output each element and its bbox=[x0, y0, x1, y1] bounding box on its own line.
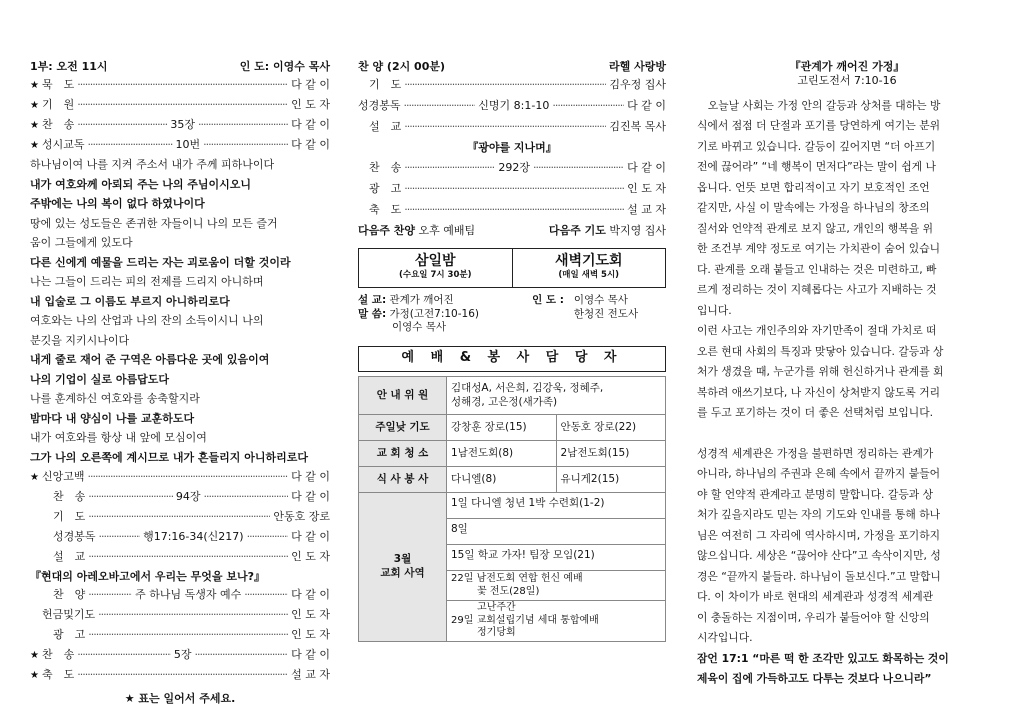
service-header bbox=[30, 60, 330, 78]
order-item-name: 찬 송 bbox=[358, 161, 402, 174]
order-item-name: 찬 송 bbox=[42, 490, 86, 503]
dot-leader bbox=[88, 138, 173, 152]
star-icon: ★ bbox=[30, 80, 39, 91]
order-item-detail: 10번 bbox=[175, 138, 201, 151]
text-line: 전에 끊어라” “네 행복이 먼저다”라는 말이 쉽게 나 bbox=[697, 160, 936, 174]
text-line: 나는 그들이 드리는 피의 전제를 드리지 아니하며 bbox=[30, 275, 264, 288]
order-row bbox=[30, 608, 330, 628]
wednesday-time: (수요일 7시 30분) bbox=[399, 270, 472, 281]
order-item-name: 설 교 bbox=[358, 120, 402, 133]
order-row bbox=[358, 161, 666, 182]
text-line: 내 입술로 그 이름도 부르지 아니하리로다 bbox=[30, 294, 230, 308]
dot-leader bbox=[204, 490, 289, 504]
order-item-name: 설 교 bbox=[42, 550, 86, 563]
dot-leader bbox=[198, 118, 288, 132]
text-line: 한 조건부 계약 정도로 여기는 가치관이 숨어 있습니 bbox=[697, 242, 941, 256]
order-item-person: 김우정 집사 bbox=[609, 78, 666, 91]
order-item-person: 다 같 이 bbox=[627, 161, 666, 174]
text-line: 움이 그들에게 있도다 bbox=[30, 236, 133, 249]
dawn-box bbox=[512, 249, 666, 287]
dot-leader bbox=[88, 490, 173, 504]
text-line: 분깃을 지키시나이다 bbox=[30, 333, 130, 347]
order-row bbox=[30, 530, 330, 550]
wednesday-service bbox=[358, 294, 666, 342]
order-row bbox=[30, 138, 330, 158]
dot-leader bbox=[88, 470, 289, 484]
next-praise-value: 오후 예배팀 bbox=[418, 224, 476, 237]
march-item: 15일 학교 가자! 팀장 모임(21) bbox=[447, 545, 665, 571]
order-item-name: 기 도 bbox=[358, 78, 402, 91]
dot-leader bbox=[98, 608, 288, 622]
afternoon-sermon-title: 『광야를 지나며』 bbox=[467, 141, 557, 154]
dot-leader bbox=[88, 588, 132, 602]
order-row bbox=[30, 470, 330, 490]
text-line: 내가 여호와께 아뢰되 주는 나의 주님이시오니 bbox=[30, 177, 252, 191]
sermon-title: 『현대의 아레오바고에서 우리는 무엇을 보나?』 bbox=[30, 570, 265, 583]
order-row bbox=[30, 510, 330, 530]
wed-lead-1: 이영수 목사 bbox=[573, 294, 628, 306]
order-item-detail: 35장 bbox=[170, 118, 196, 131]
next-week-row bbox=[358, 224, 666, 244]
order-row bbox=[30, 550, 330, 570]
dawn-title: 새벽기도회 bbox=[554, 253, 623, 269]
column-essay bbox=[697, 60, 997, 693]
stand-footnote: ★ 표는 일어서 주세요. bbox=[124, 692, 236, 705]
order-item-name: 축 도 bbox=[42, 668, 75, 681]
order-item-detail: 292장 bbox=[498, 161, 531, 174]
order-row bbox=[30, 118, 330, 138]
text-line: 이런 사고는 개인주의와 자기만족이 절대 가치로 떠 bbox=[697, 324, 937, 338]
duty-value: 2남전도회(15) bbox=[556, 441, 666, 467]
march-item: 정기당회 bbox=[477, 627, 516, 638]
dot-leader bbox=[247, 530, 289, 544]
dot-leader bbox=[77, 668, 288, 682]
order-item-person: 인 도 자 bbox=[291, 608, 330, 621]
order-item-person: 안동호 장로 bbox=[273, 510, 330, 523]
dot-leader bbox=[203, 138, 288, 152]
text-line: 님은 여전히 그 자리에 역사하시며, 가정을 포기하지 bbox=[697, 528, 941, 542]
order-row bbox=[30, 98, 330, 118]
order-item-person: 설 교 자 bbox=[291, 668, 330, 681]
text-line: 내게 줄로 재어 준 구역은 아름다운 곳에 있음이여 bbox=[30, 353, 270, 366]
dot-leader bbox=[88, 510, 270, 524]
order-list-1 bbox=[30, 78, 330, 158]
text-line: 입니다. bbox=[697, 303, 732, 317]
afternoon-order-2 bbox=[358, 161, 666, 224]
essay-reference: 고린도전서 7:10-16 bbox=[797, 74, 897, 88]
text-line: 내가 여호와를 항상 내 앞에 모심이여 bbox=[30, 431, 207, 444]
march-item: 8일 bbox=[447, 519, 665, 545]
march-item: 29일 교회설립기념 세대 통합예배 bbox=[451, 614, 599, 626]
order-item-person: 다 같 이 bbox=[291, 78, 330, 91]
march-item: 1일 다니엘 청년 1박 수련회(1-2) bbox=[447, 493, 665, 519]
order-row bbox=[358, 78, 666, 99]
order-item-name: 기 도 bbox=[42, 510, 86, 523]
order-list-3 bbox=[30, 588, 330, 688]
order-item-name: 찬 송 bbox=[42, 118, 75, 131]
text-line: 다. 이 차이가 바로 현대의 세계관과 성경적 세계관 bbox=[697, 590, 934, 604]
text-line: 여호와는 나의 산업과 나의 잔의 소득이시니 나의 bbox=[30, 314, 264, 327]
text-line: 성경적 세계관은 가정을 불편하면 정리하는 관계가 bbox=[697, 446, 934, 460]
dot-leader bbox=[404, 120, 606, 134]
order-item-person: 다 같 이 bbox=[627, 99, 666, 112]
wed-lead-label: 인 도 : bbox=[532, 294, 564, 306]
text-line: 같지만, 사실 이 말속에는 가정을 하나님의 창조의 bbox=[697, 201, 930, 215]
order-item-name: 성경봉독 bbox=[42, 530, 96, 543]
star-icon: ★ bbox=[30, 650, 39, 661]
text-line: 르게 정리하는 것이 지혜롭다는 사고가 지배하는 것 bbox=[697, 283, 937, 297]
order-item-person: 다 같 이 bbox=[291, 118, 330, 131]
text-line: 다. 관계를 오래 붙들고 인내하는 것은 미련하고, 빠 bbox=[697, 262, 937, 276]
order-item-person: 인 도 자 bbox=[291, 98, 330, 111]
order-row bbox=[30, 588, 330, 608]
closing-verse bbox=[697, 652, 997, 693]
order-item-person: 인 도 자 bbox=[291, 550, 330, 563]
order-item-person: 설 교 자 bbox=[627, 203, 666, 216]
order-item-person: 인 도 자 bbox=[291, 628, 330, 641]
dot-leader bbox=[404, 161, 495, 175]
march-item: 고난주간 bbox=[477, 602, 516, 613]
duty-key: 주일낮 기도 bbox=[359, 415, 447, 441]
next-prayer-label: 다음주 기도 bbox=[548, 224, 606, 237]
service-leader: 인 도: 이영수 목사 bbox=[239, 60, 330, 73]
order-item-name: 광 고 bbox=[358, 182, 402, 195]
text-line: 야 할 언약적 관계라고 분명히 말합니다. 갈등과 상 bbox=[697, 487, 934, 501]
march-item: 꽃 전도(28일) bbox=[477, 585, 540, 597]
duty-title: 예 배 & 봉 사 담 당 자 bbox=[358, 346, 666, 372]
duty-key: 교 회 청 소 bbox=[359, 441, 447, 467]
order-item-person: 다 같 이 bbox=[291, 470, 330, 483]
wed-word-value: 가정(고전7:10-16) bbox=[389, 307, 479, 320]
dawn-time: (매일 새벽 5시) bbox=[558, 270, 620, 281]
dot-leader bbox=[77, 648, 171, 662]
star-icon: ★ bbox=[30, 670, 39, 681]
order-row bbox=[358, 120, 666, 141]
responsive-reading bbox=[30, 158, 330, 470]
star-icon: ★ bbox=[30, 472, 39, 483]
order-row bbox=[358, 182, 666, 203]
order-item-person: 다 같 이 bbox=[291, 490, 330, 503]
next-praise-label: 다음주 찬양 bbox=[358, 224, 415, 237]
dot-leader bbox=[88, 628, 288, 642]
order-row bbox=[30, 668, 330, 688]
text-line: 처가 깊을지라도 믿는 자의 기도와 인내를 통해 하나 bbox=[697, 508, 941, 522]
duty-value: 다니엘(8) bbox=[447, 467, 557, 493]
order-item-person: 인 도 자 bbox=[627, 182, 666, 195]
dot-leader bbox=[404, 203, 624, 217]
wed-preacher: 이영수 목사 bbox=[392, 321, 447, 334]
wednesday-title: 삼일밤 bbox=[414, 253, 456, 269]
verse-line-1: 잠언 17:1 “마른 떡 한 조각만 있고도 화목하는 것이 bbox=[697, 651, 949, 665]
text-line: 처가 생겼을 때, 누군가를 위해 헌신하거나 관계를 회 bbox=[697, 365, 944, 379]
text-line: 하나님이여 나를 지켜 주소서 내가 주께 피하나이다 bbox=[30, 158, 275, 171]
dot-leader bbox=[77, 118, 167, 132]
wed-sermon-label: 설 교: bbox=[358, 294, 387, 306]
text-line: 옵니다. 언뜻 보면 합리적이고 자기 보호적인 조언 bbox=[697, 180, 930, 194]
order-item-name: 광 고 bbox=[42, 628, 86, 641]
order-row bbox=[358, 99, 666, 120]
order-item-person: 다 같 이 bbox=[291, 588, 330, 601]
text-line: 이 충돌하는 지점이며, 우리가 붙들어야 할 신앙의 bbox=[697, 610, 930, 624]
service-time: 1부: 오전 11시 bbox=[30, 60, 108, 73]
order-item-detail: 주 하나님 독생자 예수 bbox=[135, 588, 242, 601]
dot-leader bbox=[244, 588, 288, 602]
text-line: 를 두고 포기하는 것이 더 좋은 선택처럼 보입니다. bbox=[697, 406, 934, 420]
afternoon-order bbox=[358, 78, 666, 141]
order-item-person: 다 같 이 bbox=[291, 530, 330, 543]
essay-title: 『관계가 깨어진 가정』 bbox=[789, 60, 905, 73]
order-row bbox=[30, 490, 330, 510]
duty-key: 식 사 봉 사 bbox=[359, 467, 447, 493]
worship-order-column bbox=[30, 60, 330, 706]
essay-paragraph-1 bbox=[697, 99, 997, 427]
order-item-name: 기 원 bbox=[42, 98, 75, 111]
dot-leader bbox=[552, 99, 624, 113]
dot-leader bbox=[404, 99, 476, 113]
order-item-name: 찬 양 bbox=[42, 588, 86, 601]
order-item-person: 김진복 목사 bbox=[609, 120, 666, 133]
star-icon: ★ bbox=[30, 140, 39, 151]
order-row bbox=[358, 203, 666, 224]
dot-leader bbox=[404, 78, 606, 92]
text-line: 경은 “끝까지 붙들라. 하나님이 돌보신다.”고 말합니 bbox=[697, 569, 941, 583]
wed-sermon-value: 관계가 깨어진 bbox=[389, 294, 454, 306]
star-icon: ★ bbox=[30, 120, 39, 131]
star-icon: ★ bbox=[30, 100, 39, 111]
march-key bbox=[359, 493, 447, 642]
duty-value: 안동호 장로(22) bbox=[556, 415, 666, 441]
wed-lead-2: 한청진 전도사 bbox=[573, 307, 639, 320]
order-item-name: 성시교독 bbox=[42, 138, 85, 151]
order-row bbox=[30, 78, 330, 98]
text-line: 복하려 애쓰기보다, 나 자신이 상처받지 않도록 거리 bbox=[697, 385, 941, 399]
afternoon-header bbox=[358, 60, 666, 78]
text-line: 땅에 있는 성도들은 존귀한 자들이니 나의 모든 즐거 bbox=[30, 216, 278, 230]
afternoon-column bbox=[358, 60, 666, 642]
text-line: 다른 신에게 예물을 드리는 자는 괴로움이 더할 것이라 bbox=[30, 255, 291, 269]
duty-key: 안 내 위 원 bbox=[359, 377, 447, 415]
text-line: 밤마다 내 양심이 나를 교훈하도다 bbox=[30, 411, 195, 425]
dot-leader bbox=[77, 98, 288, 112]
wed-word-label: 말 씀: bbox=[358, 307, 387, 320]
text-line: 기로 바뀌고 있습니다. 갈등이 깊어지면 “더 아프기 bbox=[697, 139, 936, 153]
essay-paragraph-2 bbox=[697, 447, 997, 652]
order-row bbox=[30, 648, 330, 668]
order-list-2 bbox=[30, 470, 330, 570]
duty-ushers-1: 김대성A, 서은희, 김강욱, 정혜주, bbox=[451, 381, 604, 394]
next-prayer-value: 박지영 집사 bbox=[609, 224, 666, 237]
order-item-person: 다 같 이 bbox=[291, 648, 330, 661]
duty-value: 강창훈 장로(15) bbox=[447, 415, 557, 441]
text-line: 나의 기업이 실로 아름답도다 bbox=[30, 372, 169, 386]
afternoon-label: 찬 양 (2시 00분) bbox=[358, 60, 446, 73]
text-line: 주밖에는 나의 복이 없다 하였나이다 bbox=[30, 197, 205, 210]
order-row bbox=[30, 628, 330, 648]
order-item-name: 축 도 bbox=[358, 203, 402, 216]
text-line: 오늘날 사회는 가정 안의 갈등과 상처를 대하는 방 bbox=[697, 98, 941, 112]
dot-leader bbox=[88, 550, 288, 564]
order-item-name: 신앙고백 bbox=[42, 470, 85, 483]
wednesday-box bbox=[359, 249, 512, 287]
march-key-2: 교회 사역 bbox=[380, 567, 425, 579]
order-item-person: 다 같 이 bbox=[291, 138, 330, 151]
march-key-1: 3월 bbox=[393, 553, 412, 566]
order-item-name: 묵 도 bbox=[42, 78, 75, 91]
duty-value: 유니게2(15) bbox=[556, 467, 666, 493]
text-line: 나를 훈계하신 여호와를 송축할지라 bbox=[30, 392, 200, 405]
verse-line-2: 제육이 집에 가득하고도 다투는 것보다 나으니라” bbox=[697, 672, 932, 686]
order-item-name: 찬 송 bbox=[42, 648, 75, 661]
order-item-detail: 5장 bbox=[173, 648, 192, 661]
order-item-name: 성경봉독 bbox=[358, 99, 401, 112]
text-line: 오른 현대 사회의 특징과 맞닿아 있습니다. 갈등과 상 bbox=[697, 344, 944, 358]
text-line: 시각입니다. bbox=[697, 631, 753, 645]
order-item-name: 헌금및기도 bbox=[42, 608, 96, 621]
order-item-detail: 행17:16-34(신217) bbox=[143, 530, 244, 543]
dot-leader bbox=[77, 78, 288, 92]
dot-leader bbox=[195, 648, 289, 662]
meeting-boxes bbox=[358, 248, 666, 288]
dot-leader bbox=[533, 161, 624, 175]
text-line: 그가 나의 오른쪽에 계시므로 내가 흔들리지 아니하리로다 bbox=[30, 450, 308, 464]
text-line: 식에서 점점 더 단절과 포기를 당연하게 여기는 분위 bbox=[697, 119, 941, 133]
duty-value: 1남전도회(8) bbox=[447, 441, 557, 467]
duty-ushers-2: 성해경, 고은정(새가족) bbox=[451, 395, 558, 408]
march-item: 22일 남전도회 연합 헌신 예배 bbox=[451, 573, 583, 584]
order-item-detail: 신명기 8:1-10 bbox=[478, 99, 550, 112]
text-line: 않으십니다. 세상은 “끊어야 산다”고 속삭이지만, 성 bbox=[697, 549, 941, 563]
order-item-detail: 94장 bbox=[175, 490, 201, 503]
dot-leader bbox=[404, 182, 624, 196]
text-line: 질서와 언약적 관계로 보지 않고, 개인의 행복을 위 bbox=[697, 221, 934, 235]
duty-table bbox=[358, 376, 666, 642]
text-line: 아니라, 하나님의 주권과 은혜 속에서 끝까지 붙들어 bbox=[697, 467, 941, 481]
afternoon-group: 라헬 사랑방 bbox=[609, 60, 666, 73]
dot-leader bbox=[99, 530, 141, 544]
